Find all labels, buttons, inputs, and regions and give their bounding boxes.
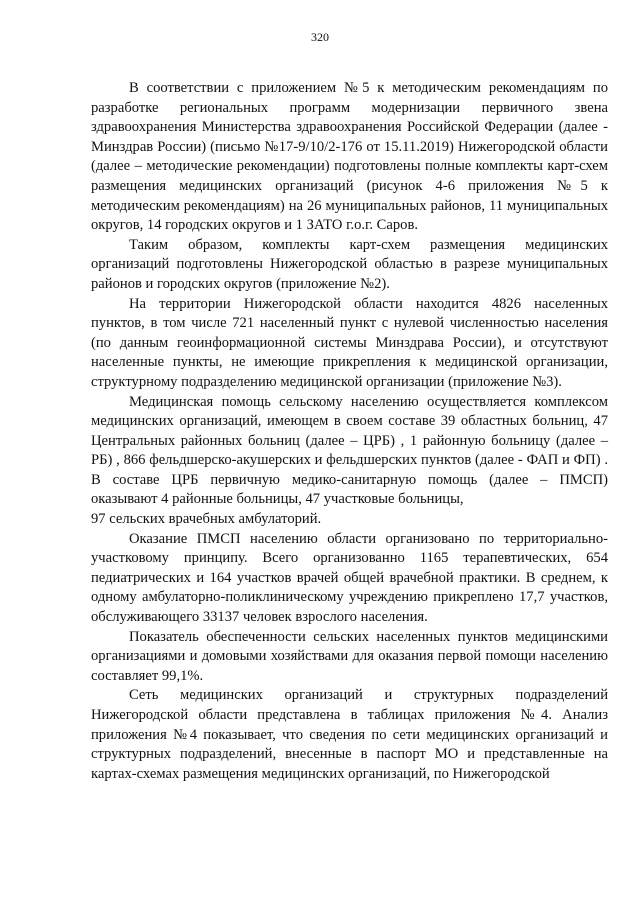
paragraph-mz-recommendations: В соответствии с приложением №5 к методическим рекомендациям по разработке региональных программ модернизации первичного звена здравоохранения Министерства здравоохранения Российской Федерации (далее - Минздрав России) (письмо №17-9/10/2-176 от 15.11.2019) Нижегородской области (далее – методические рекомендации) подготовлены полные комплекты карт-схем размещения медицинских организаций (рисунок 4-6 приложения №5 к методическим рекомендациям) на 26 муниципальных районов, 11 муниципальных округов, 14 городских округов и 1 ЗАТО г.о.г. Саров. (91, 80, 608, 234)
paragraph-pmsp-organization: Оказание ПМСП населению области организовано по территориально-участковому принципу. Всего организованно 1165 терапевтических, 654 педиатрических и 164 участков врачей общей врачебной практики. В среднем, к одному амбулаторно-поликлиническому учреждению прикреплено 17,7 участков, обслуживающего 33137 человек взрослого населения. (91, 530, 608, 626)
paragraph-rural-care: Медицинская помощь сельскому населению осуществляется комплексом медицинских организаций, имеющем в своем составе 39 областных больниц, 47 Центральных районных больниц (далее – ЦРБ) , 1 районную больницу (далее – РБ) , 866 фельдшерско-акушерских и фельдшерских пунктов (далее - ФАП и ФП) . В составе ЦРБ первичную медико-санитарную помощь (далее – ПМСП) оказывают 4 районные больницы, 47 участковые больницы, (91, 393, 608, 508)
paragraph-rural-care-continued: 97 сельских врачебных амбулаторий. (91, 511, 322, 528)
document-body (91, 79, 608, 784)
paragraph-map-sets: Таким образом, комплекты карт-схем размещения медицинских организаций подготовлены Нижегородской областью в разрезе муниципальных районов и городских округов (приложение №2). (91, 236, 608, 292)
paragraph-coverage-indicator: Показатель обеспеченности сельских населенных пунктов медицинскими организациями и домовыми хозяйствами для оказания первой помощи населению составляет 99,1%. (91, 628, 608, 684)
page-number: 320 (311, 30, 329, 44)
paragraph-settlements: На территории Нижегородской области находится 4826 населенных пунктов, в том числе 721 населенный пункт с нулевой численностью населения (по данным геоинформационной системы Минздрава России), и отсутствуют населенные пункты, не имеющие прикрепления к медицинской организации, структурному подразделению медицинской организации (приложение №3). (91, 295, 608, 390)
paragraph-network-tables: Сеть медицинских организаций и структурных подразделений Нижегородской области представлена в таблицах приложения №4. Анализ приложения №4 показывает, что сведения по сети медицинских организаций и структурных подразделений, внесенные в паспорт МО и представленные на картах-схемах размещения медицинских организаций, по Нижегородской (91, 687, 608, 782)
